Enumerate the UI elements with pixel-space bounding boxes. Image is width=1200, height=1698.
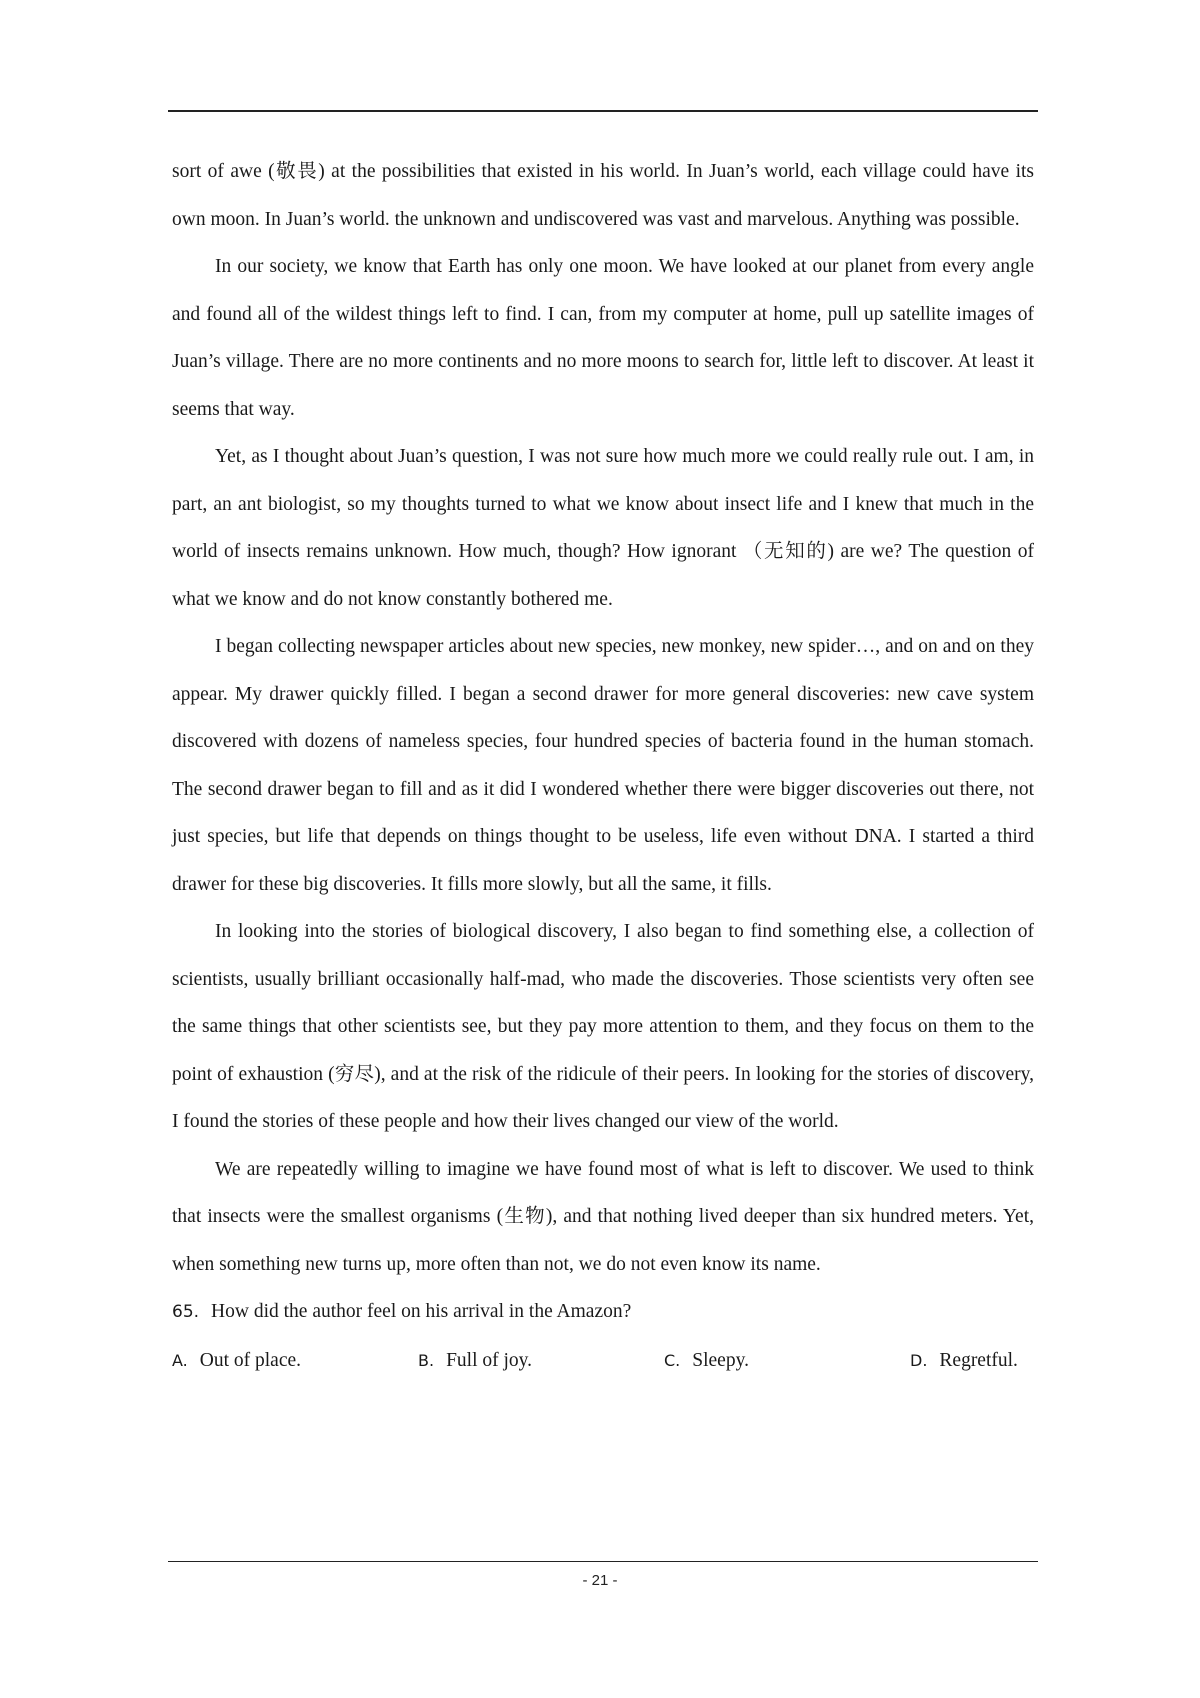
paragraph-1: sort of awe (敬畏) at the possibilities that existed in his world. In Juan’s world, each village could have its own moon. In Juan’s world. the unknown and undiscovered was vast and marvelous. Anything was possible. — [172, 161, 1034, 230]
option-text: Out of place. — [199, 1349, 302, 1371]
header-rule — [168, 110, 1038, 112]
paragraph-2: In our society, we know that Earth has only one moon. We have looked at our planet from every angle and found all of the wildest things left to find. I can, from my computer at home, pull up satellite images of Juan’s village. There are no more continents and no more moons to search for, little left to discover. At least it seems that way. — [172, 256, 1034, 420]
option-c[interactable] — [664, 1337, 910, 1385]
option-letter: C. — [664, 1350, 681, 1370]
option-a[interactable] — [172, 1337, 418, 1385]
document-body — [172, 148, 1034, 1384]
paragraph-5: In looking into the stories of biological discovery, I also began to find something else, a collection of scientists, usually brilliant occasionally half-mad, who made the discoveries. Those scientists very often see the same things that other scientists see, but they pay more attention to them, and they focus on them to the point of exhaustion (穷尽), and at the risk of the ridicule of their peers. In looking for the stories of discovery, I found the stories of these people and how their lives changed our view of the world. — [172, 921, 1034, 1132]
question-number: 65. — [172, 1302, 200, 1322]
option-text: Full of joy. — [446, 1349, 533, 1371]
answer-options — [172, 1337, 1034, 1385]
paragraph-4: I began collecting newspaper articles about new species, new monkey, new spider…, and on and on they appear. My drawer quickly filled. I began a second drawer for more general discoveries: new cave system discovered with dozens of nameless species, four hundred species of bacteria found in the human stomach. The second drawer began to fill and as it did I wondered whether there were bigger discoveries out there, not just species, but life that depends on things thought to be useless, life even without DNA. I started a third drawer for these big discoveries. It fills more slowly, but all the same, it fills. — [172, 636, 1034, 895]
option-text: Regretful. — [939, 1349, 1018, 1371]
option-b[interactable] — [418, 1337, 664, 1385]
option-letter: A. — [172, 1350, 188, 1370]
question-text: How did the author feel on his arrival in the Amazon? — [211, 1301, 632, 1322]
footer-rule — [168, 1561, 1038, 1562]
paragraph-6: We are repeatedly willing to imagine we have found most of what is left to discover. We used to think that insects were the smallest organisms (生物), and that nothing lived deeper than six hundred meters. Yet, when something new turns up, more often than not, we do not even know its name. — [172, 1158, 1034, 1275]
option-d[interactable] — [910, 1337, 1018, 1385]
paragraph-3: Yet, as I thought about Juan’s question, I was not sure how much more we could really rule out. I am, in part, an ant biologist, so my thoughts turned to what we know about insect life and I knew that much in the world of insects remains unknown. How much, though? How ignorant （无知的) are we? The question of what we know and do not know constantly bothered me. — [172, 446, 1034, 610]
option-text: Sleepy. — [692, 1349, 749, 1371]
option-letter: B. — [418, 1350, 435, 1370]
question-65 — [172, 1288, 1034, 1337]
option-letter: D. — [910, 1350, 928, 1370]
page-number: - 21 - — [582, 1572, 618, 1589]
